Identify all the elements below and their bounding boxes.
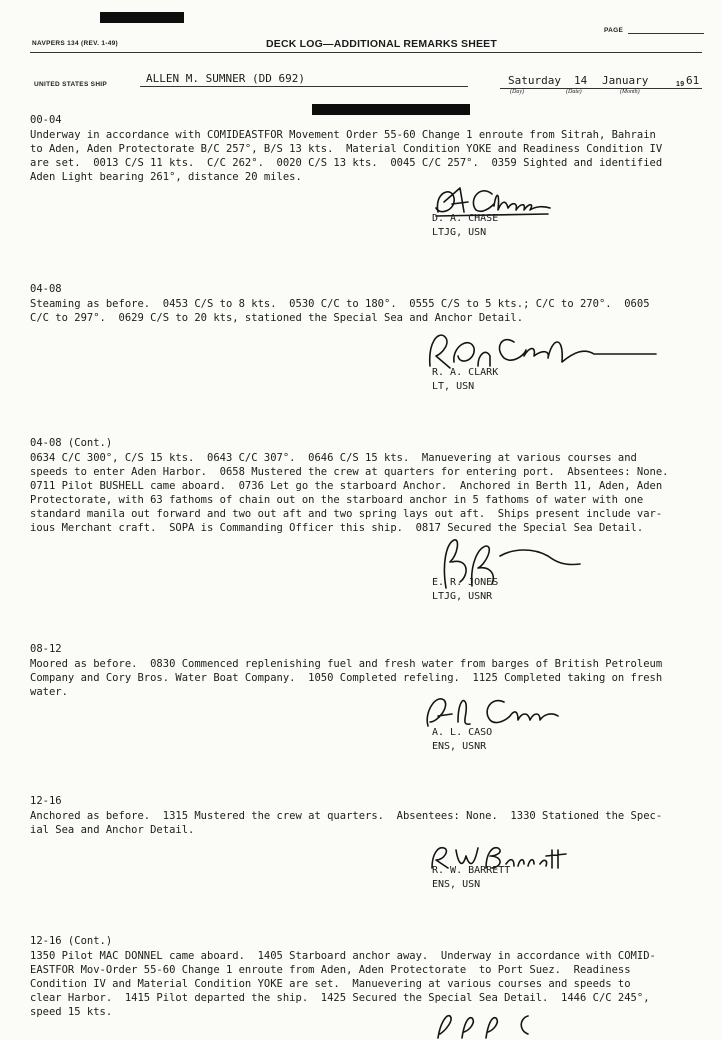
- signer-rank: ENS, USN: [432, 879, 481, 890]
- signature-block-4: [432, 726, 492, 754]
- entry-text: Moored as before. 0830 Commenced replenishing fuel and fresh water from barges of British Petroleum Company and Cory Bros. Water Boat Company. 1050 Completed refeling. 1125 Completed taking on fresh water.: [30, 658, 663, 698]
- log-year: 61: [686, 74, 700, 87]
- log-entry-04-08-cont: [30, 436, 720, 535]
- page-number-line: [628, 33, 704, 34]
- log-entry-04-08: [30, 282, 720, 325]
- page-label: PAGE: [604, 27, 624, 34]
- ship-line: [140, 86, 468, 87]
- log-entry-08-12: [30, 642, 720, 699]
- entry-text: 1350 Pilot MAC DONNEL came aboard. 1405 Starboard anchor away. Underway in accordance with COMID- EASTFOR Mov-Order 55-60 Change 1 enroute from Aden, Aden Protectorate to Port Suez. Readiness Condition IV and Material Condition YOKE are set. Manuevering at various courses and speeds to clear Harbor. 1415 Pilot departed the ship. 1425 Secured the Special Sea Detail. 1446 C/C 245°, speed 15 kts.: [30, 950, 656, 1018]
- signer-rank: ENS, USNR: [432, 741, 487, 752]
- signer-name: R. A. CLARK: [432, 367, 499, 378]
- signer-name: R. W. BARRETT: [432, 865, 511, 876]
- log-entry-12-16-cont: [30, 934, 720, 1019]
- date-line: [500, 88, 702, 89]
- log-entry-00-04: [30, 113, 720, 184]
- log-weekday: Saturday: [508, 74, 561, 87]
- signature-block-5: [432, 864, 510, 892]
- signature-block-1: [432, 212, 498, 240]
- title-rule: [30, 52, 702, 53]
- watch-label: 04-08 (Cont.): [30, 437, 113, 449]
- watch-label: 04-08: [30, 283, 62, 295]
- signer-rank: LTJG, USNR: [432, 591, 493, 602]
- log-month: January: [602, 74, 649, 87]
- redaction-top: [100, 12, 184, 23]
- log-day: 14: [574, 74, 588, 87]
- sub-date-label: (Date): [566, 89, 582, 95]
- signer-name: D. A. CHASE: [432, 213, 499, 224]
- entry-text: 0634 C/C 300°, C/S 15 kts. 0643 C/C 307°. 0646 C/S 15 kts. Manuevering at various courses and speeds to enter Aden Harbor. 0658 Mustered the crew at quarters for entering port. Absentees: None. 0711 Pilot BUSHELL came aboard. 0736 Let go the starboard Anchor. Anchored in Berth 11, Aden, Aden Protectorate, with 63 fathoms of chain out on the starboard anchor in 5 fathoms of water with one standard manila out forward and two out aft and two spring lays out aft. Ships present include var- ious Merchant craft. SOPA is Commanding Officer this ship. 0817 Secured the Special Sea Detail.: [30, 452, 669, 534]
- signer-name: E. R. JONES: [432, 577, 499, 588]
- signature-block-3: [432, 576, 498, 604]
- signer-rank: LT, USN: [432, 381, 475, 392]
- entry-text: Anchored as before. 1315 Mustered the crew at quarters. Absentees: None. 1330 Stationed the Spec- ial Sea and Anchor Detail.: [30, 810, 663, 836]
- entry-text: Steaming as before. 0453 C/S to 8 kts. 0530 C/C to 180°. 0555 C/S to 5 kts.; C/C to 270°. 0605 C/C to 297°. 0629 C/S to 20 kts, stationed the Special Sea and Anchor Detail.: [30, 298, 650, 324]
- form-number: NAVPERS 134 (REV. 1-49): [32, 40, 119, 47]
- watch-label: 00-04: [30, 114, 62, 126]
- log-entry-12-16: [30, 794, 720, 837]
- signer-name: A. L. CASO: [432, 727, 493, 738]
- signer-rank: LTJG, USN: [432, 227, 487, 238]
- form-title: DECK LOG—ADDITIONAL REMARKS SHEET: [266, 38, 497, 50]
- entry-text: Underway in accordance with COMIDEASTFOR Movement Order 55-60 Change 1 enroute from Sitrah, Bahrain to Aden, Aden Protectorate B/C 257°, B/S 13 kts. Material Condition YOKE and Readiness Condition IV are set. 0013 C/S 11 kts. C/C 262°. 0020 C/S 13 kts. 0045 C/C 257°. 0359 Sighted and identified Aden Light bearing 261°, distance 20 miles.: [30, 129, 663, 183]
- sub-day-label: (Day): [510, 89, 524, 95]
- watch-label: 12-16 (Cont.): [30, 935, 113, 947]
- ship-label: UNITED STATES SHIP: [34, 81, 108, 88]
- year-prefix: 19: [676, 81, 685, 88]
- watch-label: 08-12: [30, 643, 62, 655]
- sub-month-label: (Month): [620, 89, 640, 95]
- signature-block-2: [432, 366, 498, 394]
- ship-name: ALLEN M. SUMNER (DD 692): [146, 72, 305, 85]
- watch-label: 12-16: [30, 795, 62, 807]
